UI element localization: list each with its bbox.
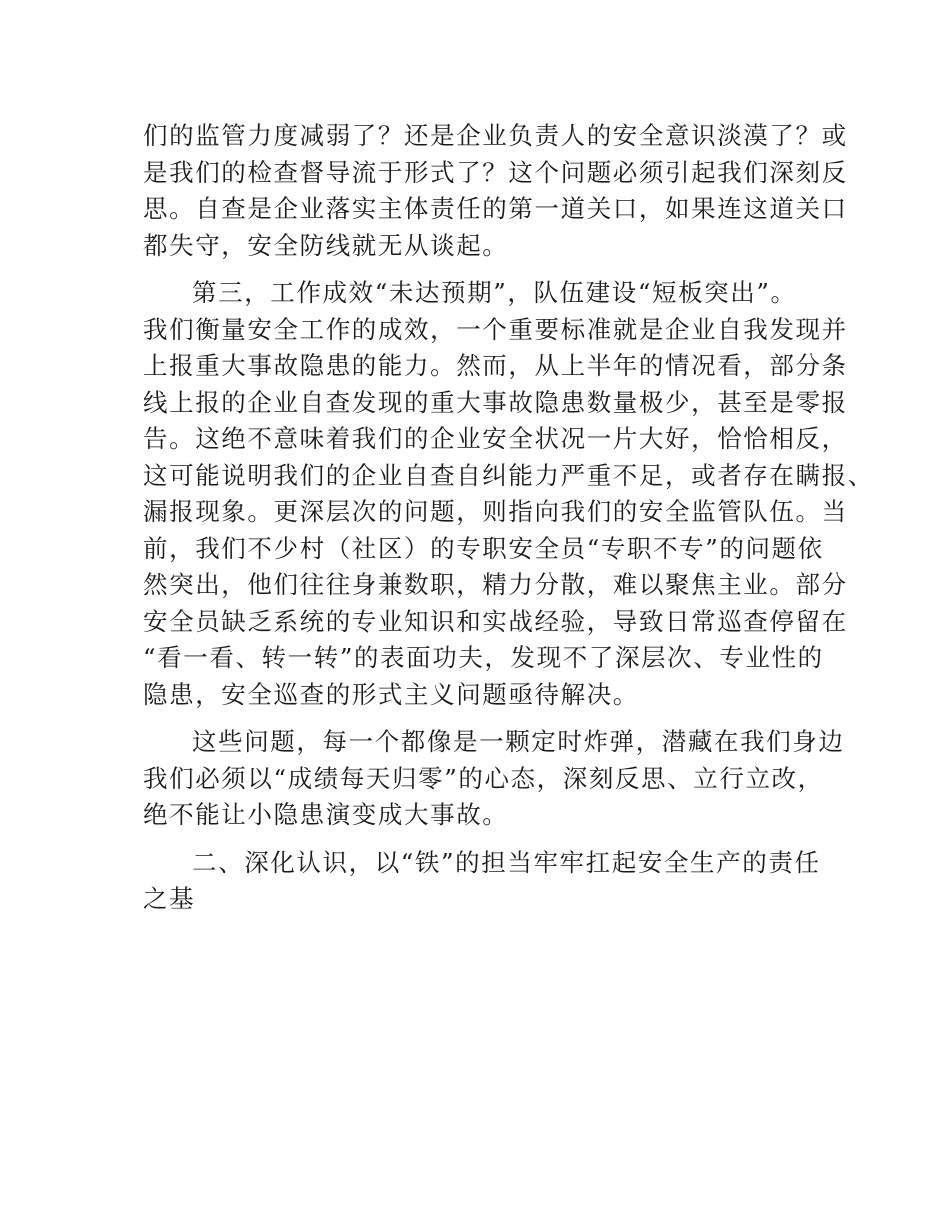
document-body (143, 118, 874, 929)
text-line: 绝不能让小隐患演变成大事故。 (143, 800, 509, 829)
text-line: 然突出，他们往往身兼数职，精力分散，难以聚焦主业。部分 (143, 570, 848, 599)
text-line: 我们衡量安全工作的成效，一个重要标准就是企业自我发现并 (143, 314, 848, 344)
text-line: 告。这绝不意味着我们的企业安全状况一片大好，恰恰相反， (143, 424, 848, 453)
text-line: 上报重大事故隐患的能力。然而，从上半年的情况看，部分条 (143, 351, 848, 380)
paragraph-time-bombs (143, 724, 845, 834)
text-line: 前，我们不少村（社区）的专职安全员“专职不专”的问题依 (143, 533, 824, 563)
text-line: 我们必须以“成绩每天归零”的心态，深刻反思、立行立改， (143, 763, 824, 793)
text-line: 第三，工作成效“未达预期”，队伍建设“短板突出”。 (192, 278, 797, 307)
text-line: 安全员缺乏系统的专业知识和实战经验，导致日常巡查停留在 (143, 606, 848, 636)
text-line: “看一看、转一转”的表面功夫，发现不了深层次、专业性的 (143, 643, 824, 672)
text-line: 隐患，安全巡查的形式主义问题亟待解决。 (143, 679, 639, 709)
text-line: 思。自查是企业落实主体责任的第一道关口，如果连这道关口 (143, 194, 848, 223)
text-line: 是我们的检查督导流于形式了？这个问题必须引起我们深刻反 (143, 157, 848, 187)
text-line: 线上报的企业自查发现的重大事故隐患数量极少，甚至是零报 (143, 387, 848, 417)
section-heading-two (143, 845, 833, 918)
paragraph-third-point (143, 275, 874, 713)
heading-line: 之基 (143, 884, 196, 913)
text-line: 漏报现象。更深层次的问题，则指向我们的安全监管队伍。当 (143, 497, 848, 526)
text-line: 这些问题，每一个都像是一颗定时炸弹，潜藏在我们身边 (192, 727, 845, 756)
text-line: 都失守，安全防线就无从谈起。 (143, 230, 509, 260)
text-line: 这可能说明我们的企业自查自纠能力严重不足，或者存在瞒报、 (143, 460, 874, 490)
paragraph-supervision-questions (143, 118, 848, 264)
heading-line: 二、深化认识，以“铁”的担当牢牢扛起安全生产的责任 (192, 847, 821, 877)
text-line: 们的监管力度减弱了？还是企业负责人的安全意识淡漠了？或 (143, 121, 848, 150)
